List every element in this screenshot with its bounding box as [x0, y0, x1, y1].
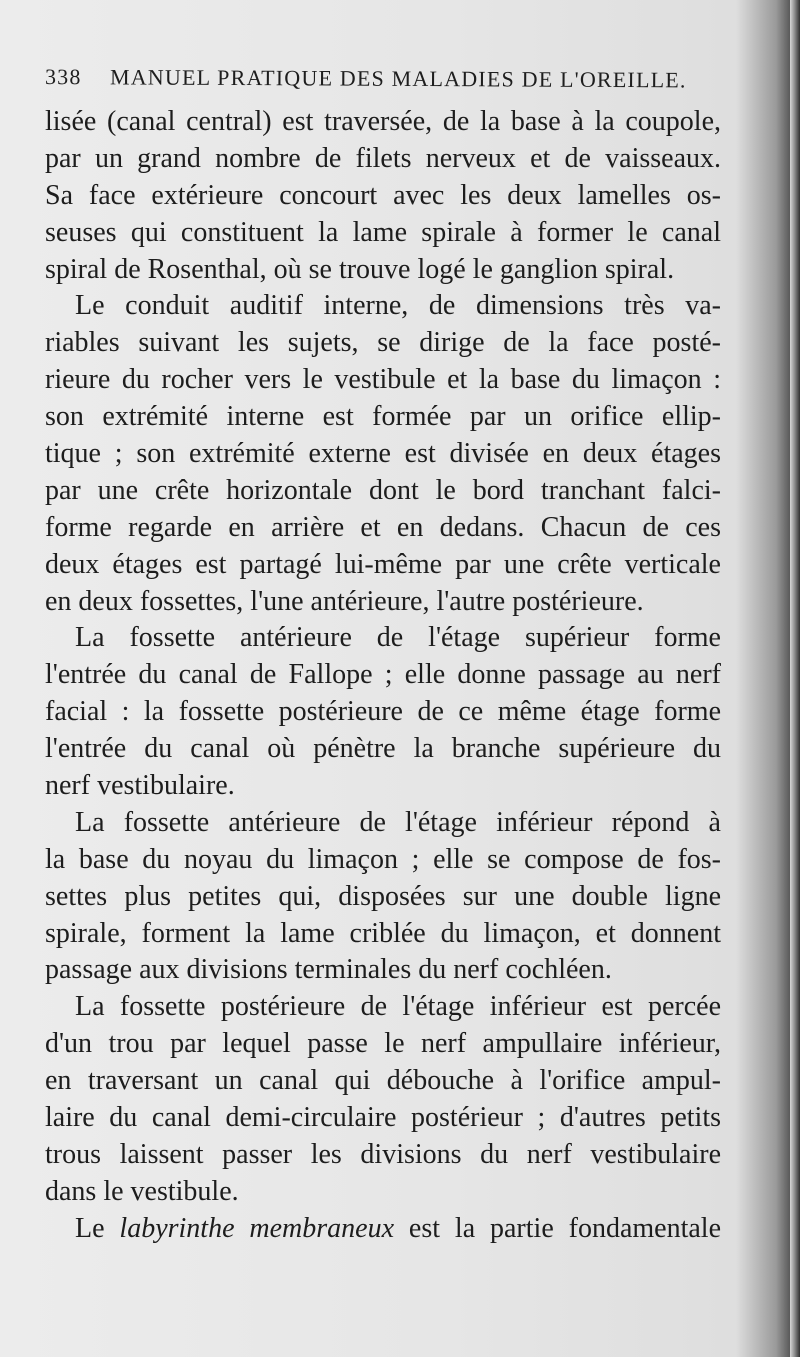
text-run: est la partie fondamentale	[394, 1212, 722, 1244]
paragraph	[45, 989, 721, 1210]
text-line: spiral de Rosenthal, où se trouve logé le ganglion spiral.	[45, 253, 675, 285]
text-line: en traversant un canal qui débouche à l'orifice ampul-	[45, 1065, 721, 1097]
italic-term: labyrinthe membraneux	[119, 1212, 395, 1244]
paragraph	[45, 288, 721, 620]
text-line: dans le vestibule.	[45, 1175, 239, 1207]
text-line: la base du noyau du limaçon ; elle se compose de fos-	[45, 843, 721, 875]
text-line: riables suivant les sujets, se dirige de la face posté-	[45, 327, 721, 359]
text-line: son extrémité interne est formée par un orifice ellip-	[45, 401, 721, 433]
text-line: d'un trou par lequel passe le nerf ampullaire inférieur,	[45, 1028, 721, 1060]
text-line: tique ; son extrémité externe est divisée en deux étages	[45, 438, 721, 470]
running-title: MANUEL PRATIQUE DES MALADIES DE L'OREILLE.	[109, 64, 687, 93]
text-line: passage aux divisions terminales du nerf cochléen.	[45, 954, 612, 986]
text-line: nerf vestibulaire.	[45, 770, 235, 802]
page-number: 338	[44, 64, 82, 90]
text-line: facial : la fossette postérieure de ce même étage forme	[45, 696, 721, 728]
page-binding-shadow	[790, 0, 800, 1357]
running-header	[45, 64, 735, 94]
paragraph	[45, 805, 721, 989]
text-line: rieure du rocher vers le vestibule et la base du limaçon :	[45, 364, 721, 396]
text-line: La fossette antérieure de l'étage supérieur forme	[75, 622, 721, 654]
text-line: en deux fossettes, l'une antérieure, l'autre postérieure.	[45, 585, 644, 617]
text-line: laire du canal demi-circulaire postérieur ; d'autres petits	[45, 1102, 721, 1134]
text-line: Le conduit auditif interne, de dimensions très va-	[75, 290, 721, 322]
text-line: Sa face extérieure concourt avec les deux lamelles os-	[45, 179, 721, 211]
text-line: spirale, forment la lame criblée du limaçon, et donnent	[45, 917, 721, 949]
text-line: trous laissent passer les divisions du nerf vestibulaire	[45, 1138, 721, 1170]
text-line: l'entrée du canal de Fallope ; elle donne passage au nerf	[45, 659, 721, 691]
text-line: l'entrée du canal où pénètre la branche supérieure du	[45, 733, 721, 765]
text-line: seuses qui constituent la lame spirale à former le canal	[45, 216, 721, 248]
text-line: settes plus petites qui, disposées sur une double ligne	[45, 880, 721, 912]
paragraph	[45, 1211, 721, 1248]
text-line: La fossette postérieure de l'étage inférieur est percée	[75, 991, 721, 1023]
text-run: Le	[75, 1212, 120, 1244]
paragraph	[45, 620, 721, 804]
text-line: lisée (canal central) est traversée, de la base à la coupole,	[45, 106, 721, 137]
text-line	[45, 1211, 721, 1248]
text-line: La fossette antérieure de l'étage inférieur répond à	[75, 806, 721, 838]
text-line: forme regarde en arrière et en dedans. Chacun de ces	[45, 511, 721, 543]
body-text	[45, 104, 721, 1248]
paragraph	[45, 104, 721, 288]
text-line: par un grand nombre de filets nerveux et de vaisseaux.	[45, 142, 721, 174]
text-line: deux étages est partagé lui-même par une crête verticale	[45, 548, 721, 580]
text-line: par une crête horizontale dont le bord tranchant falci-	[45, 474, 721, 506]
